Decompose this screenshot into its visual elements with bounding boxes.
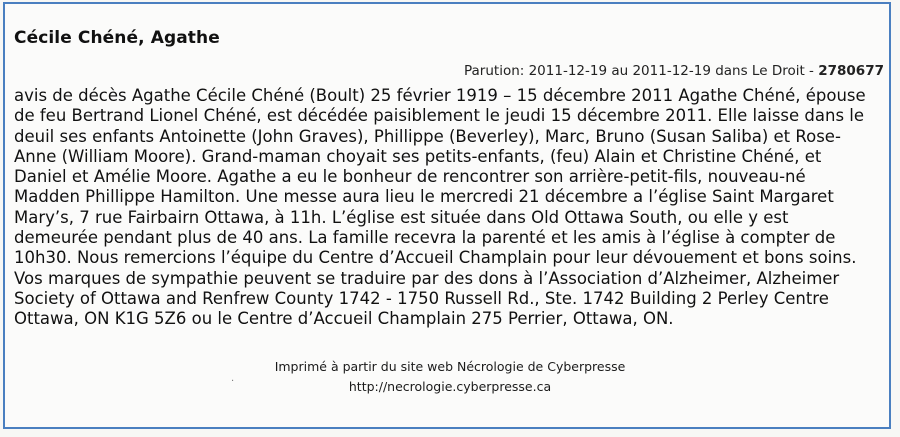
body-line: avis de décès Agathe Cécile Chéné (Boult) 25 février 1919 – 15 décembre 2011 Agathe Chéné, épouse <box>14 86 866 105</box>
publication-id: 2780677 <box>818 63 884 79</box>
body-line: Madden Phillippe Hamilton. Une messe aura lieu le mercredi 21 décembre a l’église Saint Margaret <box>14 187 834 207</box>
body-line: Daniel et Amélie Moore. Agathe a eu le bonheur de rencontrer son arrière-petit-fils, nouveau-né <box>14 167 806 187</box>
footer-url[interactable]: http://necrologie.cyberpresse.ca <box>348 379 552 394</box>
publication-info <box>464 63 884 79</box>
body-line: 10h30. Nous remercions l’équipe du Centre d’Accueil Champlain pour leur dévouement et bons soins. <box>14 248 857 268</box>
body-line: Vos marques de sympathie peuvent se traduire par des dons à l’Association d’Alzheimer, Alzheimer <box>14 268 840 288</box>
body-line: Mary’s, 7 rue Fairbairn Ottawa, à 11h. L’église est située dans Old Ottawa South, ou elle y est <box>14 207 789 227</box>
obituary-body <box>14 86 886 330</box>
body-line: Anne (William Moore). Grand-maman choyait ses petits-enfants, (feu) Alain et Christine Chéné, et <box>14 146 822 166</box>
body-line: de feu Bertrand Lionel Chéné, est décédée paisiblement le jeudi 15 décembre 2011. Elle laisse dans le <box>14 106 865 126</box>
body-line: demeurée pendant plus de 40 ans. La famille recevra la parenté et les amis à l’église à compter de <box>14 228 836 248</box>
footer-printed-from: Imprimé à partir du site web Nécrologie de Cyberpresse <box>274 359 626 374</box>
body-line: deuil ses enfants Antoinette (John Graves), Phillippe (Beverley), Marc, Bruno (Susan Saliba) et Rose- <box>14 126 841 146</box>
body-line: Society of Ottawa and Renfrew County 1742 - 1750 Russell Rd., Ste. 1742 Building 2 Perley Centre <box>14 288 829 308</box>
notice-title: Cécile Chéné, Agathe <box>14 28 220 48</box>
publication-text: Parution: 2011-12-19 au 2011-12-19 dans Le Droit - <box>463 63 819 79</box>
scan-speck: · <box>231 376 235 387</box>
body-line: Ottawa, ON K1G 5Z6 ou le Centre d’Accueil Champlain 275 Perrier, Ottawa, ON. <box>14 309 674 329</box>
